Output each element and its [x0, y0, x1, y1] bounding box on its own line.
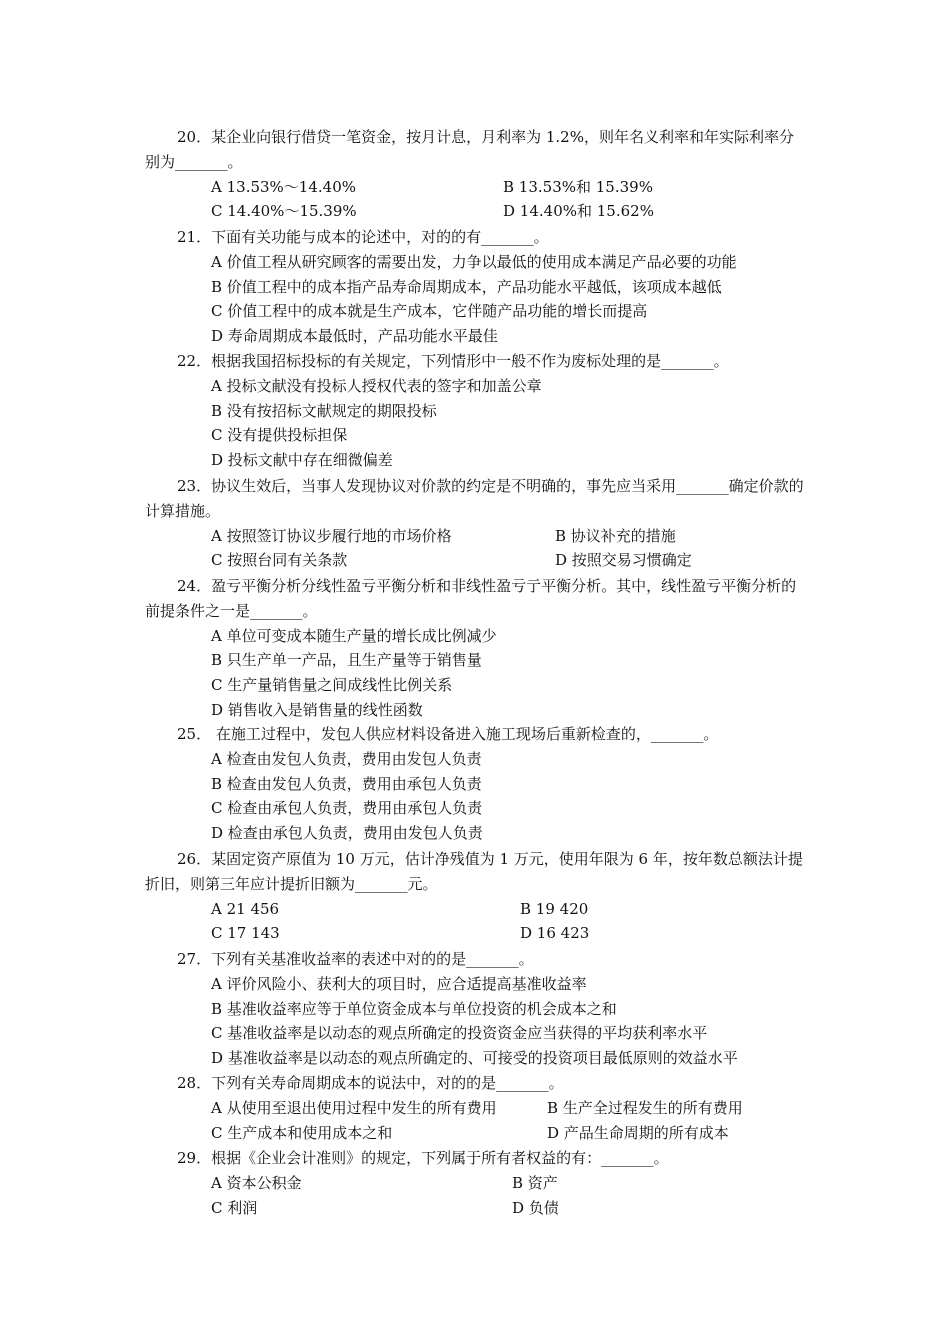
- question-27: [145, 947, 805, 1071]
- option-b: B 资产: [512, 1173, 558, 1192]
- option-a: A 投标文献没有投标人授权代表的签字和加盖公章: [211, 376, 542, 395]
- option-a: A 价值工程从研究顾客的需要出发，力争以最低的使用成本满足产品必要的功能: [211, 252, 737, 271]
- option-b: B 生产全过程发生的所有费用: [547, 1098, 743, 1117]
- option-c: C 生产量销售量之间成线性比例关系: [211, 676, 453, 695]
- question-22: [145, 349, 805, 473]
- option-b: B 13.53%和 15.39%: [503, 177, 653, 196]
- options-list: [145, 972, 805, 1071]
- option-a: A 按照签订协议步履行地的市场价格: [211, 526, 452, 545]
- option-c: C 价值工程中的成本就是生产成本，它伴随产品功能的增长而提高: [211, 302, 648, 321]
- option-c: C 生产成本和使用成本之和: [211, 1123, 393, 1142]
- option-c: C 14.40%～15.39%: [211, 202, 357, 221]
- question-25: [145, 722, 805, 846]
- option-c: C 基准收益率是以动态的观点所确定的投资资金应当获得的平均获利率水平: [211, 1024, 708, 1043]
- option-d: D 16 423: [520, 924, 590, 943]
- option-d: D 按照交易习惯确定: [555, 551, 692, 570]
- options-grid: [211, 897, 805, 947]
- option-c: C 没有提供投标担保: [211, 426, 348, 445]
- option-b: B 协议补充的措施: [555, 526, 676, 545]
- option-b: B 检查由发包人负责，费用由承包人负责: [211, 774, 482, 793]
- option-b: B 没有按招标文献规定的期限投标: [211, 401, 437, 420]
- option-a: A 资本公积金: [211, 1173, 302, 1192]
- option-b: B 基准收益率应等于单位资金成本与单位投资的机会成本之和: [211, 999, 617, 1018]
- options-grid: [211, 175, 805, 225]
- options-grid: [211, 1171, 805, 1221]
- option-a: A 从使用至退出使用过程中发生的所有费用: [211, 1098, 497, 1117]
- option-a: A 检查由发包人负责，费用由发包人负责: [211, 749, 482, 768]
- question-stem: 24．盈亏平衡分析分线性盈亏平衡分析和非线性盈亏亍平衡分析。其中，线性盈亏平衡分析的前提条件之一是_______。: [145, 577, 797, 620]
- question-29: [145, 1146, 805, 1220]
- options-list: [145, 250, 805, 349]
- question-21: [145, 225, 805, 349]
- question-stem: 22．根据我国招标投标的有关规定，下列情形中一般不作为废标处理的是_______。: [177, 352, 729, 370]
- option-d: D 基准收益率是以动态的观点所确定的、可接受的投资项目最低原则的效益水平: [211, 1049, 738, 1068]
- question-24: [145, 574, 805, 723]
- option-d: D 检查由承包人负责，费用由发包人负责: [211, 824, 483, 843]
- option-b: B 19 420: [520, 899, 589, 918]
- option-c: C 17 143: [211, 924, 280, 943]
- option-b: B 价值工程中的成本指产品寿命周期成本，产品功能水平越低，该项成本越低: [211, 277, 722, 296]
- question-stem: 21．下面有关功能与成本的论述中，对的的有_______。: [177, 228, 549, 246]
- option-d: D 14.40%和 15.62%: [503, 202, 654, 221]
- option-c: C 利润: [211, 1198, 258, 1217]
- option-d: D 销售收入是销售量的线性函数: [211, 700, 423, 719]
- option-b: B 只生产单一产品，且生产量等于销售量: [211, 651, 482, 670]
- option-c: C 按照台同有关条款: [211, 551, 348, 570]
- question-stem: 20．某企业向银行借贷一笔资金，按月计息，月利率为 1.2%，则年名义利率和年实际利率分别为_______。: [145, 128, 794, 171]
- question-28: [145, 1071, 805, 1145]
- option-c: C 检查由承包人负责，费用由承包人负责: [211, 799, 483, 818]
- options-list: [145, 374, 805, 473]
- options-grid: [211, 524, 805, 574]
- options-list: [145, 747, 805, 846]
- question-stem: 23．协议生效后，当事人发现协议对价款的约定是不明确的，事先应当采用_______确定价款的计算措施。: [145, 477, 804, 520]
- option-a: A 评价风险小、获利大的项目时，应合适提高基准收益率: [211, 974, 587, 993]
- option-a: A 21 456: [211, 899, 280, 918]
- question-stem: 26．某固定资产原值为 10 万元，估计净残值为 1 万元，使用年限为 6 年，按年数总额法计提折旧，则第三年应计提折旧额为_______元。: [145, 850, 803, 893]
- option-d: D 投标文献中存在细微偏差: [211, 451, 393, 470]
- question-stem: 25． 在施工过程中，发包人供应材料设备进入施工现场后重新检查的，_______。: [177, 725, 719, 743]
- question-stem: 28．下列有关寿命周期成本的说法中，对的的是_______。: [177, 1074, 564, 1092]
- option-d: D 寿命周期成本最低时，产品功能水平最佳: [211, 327, 498, 346]
- question-26: [145, 847, 805, 946]
- question-23: [145, 474, 805, 573]
- options-grid: [211, 1096, 805, 1146]
- option-a: A 13.53%～14.40%: [211, 177, 356, 196]
- question-stem: 27．下列有关基准收益率的表述中对的的是_______。: [177, 950, 534, 968]
- option-a: A 单位可变成本随生产量的增长成比例减少: [211, 626, 497, 645]
- options-list: [145, 624, 805, 723]
- question-20: [145, 125, 805, 224]
- question-stem: 29．根据《企业会计准则》的规定，下列属于所有者权益的有：_______。: [177, 1149, 669, 1167]
- option-d: D 负债: [512, 1198, 559, 1217]
- option-d: D 产品生命周期的所有成本: [547, 1123, 729, 1142]
